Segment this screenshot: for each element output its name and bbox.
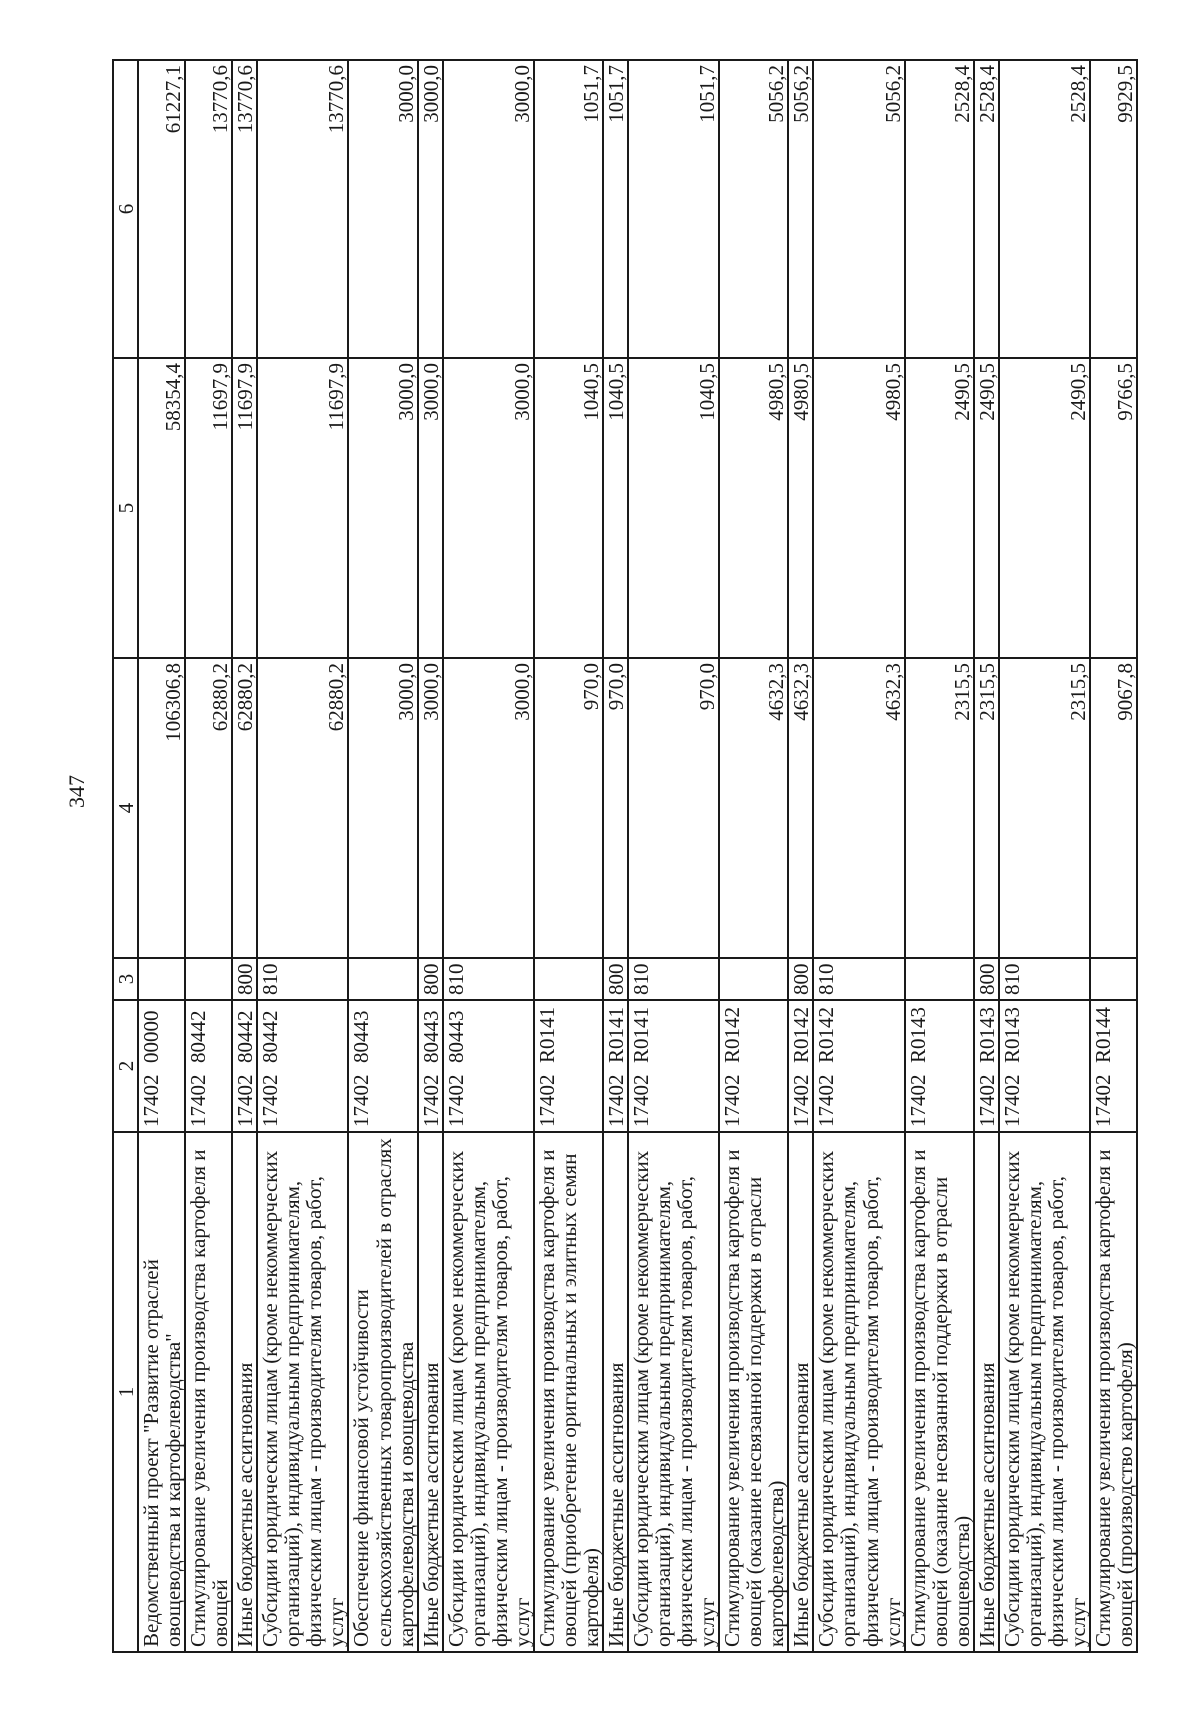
- row-value-col5: 2490,5: [999, 358, 1090, 658]
- row-expense-type: 800: [603, 958, 628, 1000]
- row-value-col6: 3000,0: [443, 60, 534, 358]
- row-expense-type: 810: [999, 958, 1090, 1000]
- row-value-col4: 62880,2: [232, 658, 257, 958]
- header-col-4: 4: [113, 658, 138, 958]
- row-target-article-part2: 80443: [349, 1010, 374, 1063]
- row-target-article-part1: 17402: [974, 1074, 999, 1127]
- row-target-article-part1: 17402: [905, 1074, 930, 1127]
- row-expense-type: [905, 958, 974, 1000]
- row-value-col4: 4632,3: [719, 658, 788, 958]
- row-target-article: [185, 1000, 232, 1132]
- row-value-col5: 4980,5: [813, 358, 904, 658]
- table-row: [813, 60, 904, 1652]
- row-expense-type: [138, 958, 185, 1000]
- row-value-col5: 2490,5: [974, 358, 999, 658]
- row-target-article-part1: 17402: [720, 1074, 745, 1127]
- header-col-1: 1: [113, 1132, 138, 1652]
- row-expense-type: 810: [628, 958, 719, 1000]
- row-value-col4: 3000,0: [348, 658, 417, 958]
- row-name: Стимулирование увеличения производства картофеля и овощей (производство картофеля): [1090, 1132, 1137, 1652]
- row-target-article-part1: 17402: [258, 1074, 283, 1127]
- row-name: Субсидии юридическим лицам (кроме некоммерческих организаций), индивидуальным предпринимателям, физическим лицам - производителям товаров, работ, услуг: [443, 1132, 534, 1652]
- row-target-article-part1: 17402: [789, 1074, 814, 1127]
- row-expense-type: 810: [443, 958, 534, 1000]
- row-target-article-part2: 00000: [139, 1010, 164, 1063]
- row-value-col5: 11697,9: [257, 358, 348, 658]
- row-name: Субсидии юридическим лицам (кроме некоммерческих организаций), индивидуальным предпринимателям, физическим лицам - производителям товаров, работ, услуг: [628, 1132, 719, 1652]
- row-name: Ведомственный проект "Развитие отраслей овощеводства и картофелеводства": [138, 1132, 185, 1652]
- row-target-article: [905, 1000, 974, 1132]
- row-target-article: [418, 1000, 443, 1132]
- row-target-article: [788, 1000, 813, 1132]
- row-target-article: [719, 1000, 788, 1132]
- row-value-col4: 4632,3: [813, 658, 904, 958]
- row-target-article-part2: R0141: [534, 1006, 559, 1063]
- header-col-5: 5: [113, 358, 138, 658]
- row-expense-type: [185, 958, 232, 1000]
- row-value-col6: 2528,4: [999, 60, 1090, 358]
- table-row: [974, 60, 999, 1652]
- row-target-article: [348, 1000, 417, 1132]
- row-target-article-part1: 17402: [418, 1074, 443, 1127]
- header-col-3: 3: [113, 958, 138, 1000]
- row-target-article-part1: 17402: [534, 1074, 559, 1127]
- table-body: [138, 60, 1137, 1652]
- row-value-col5: 3000,0: [348, 358, 417, 658]
- row-target-article-part2: R0142: [814, 1006, 839, 1063]
- table-row: [719, 60, 788, 1652]
- row-value-col5: 9766,5: [1090, 358, 1137, 658]
- row-value-col4: 970,0: [628, 658, 719, 958]
- row-value-col5: 3000,0: [443, 358, 534, 658]
- row-value-col4: 9067,8: [1090, 658, 1137, 958]
- row-value-col4: 3000,0: [418, 658, 443, 958]
- row-target-article-part2: R0143: [999, 1006, 1024, 1063]
- row-name: Иные бюджетные ассигнования: [418, 1132, 443, 1652]
- row-target-article-part2: R0141: [603, 1006, 628, 1063]
- row-name: Иные бюджетные ассигнования: [788, 1132, 813, 1652]
- row-value-col6: 2528,4: [905, 60, 974, 358]
- table-row: [138, 60, 185, 1652]
- page-number: 347: [64, 775, 89, 808]
- row-value-col4: 3000,0: [443, 658, 534, 958]
- row-value-col6: 1051,7: [534, 60, 603, 358]
- row-target-article-part1: 17402: [999, 1074, 1024, 1127]
- rotated-table-area: [112, 61, 1138, 1653]
- row-value-col6: 5056,2: [813, 60, 904, 358]
- table-row: [905, 60, 974, 1652]
- row-name: Иные бюджетные ассигнования: [974, 1132, 999, 1652]
- row-name: Стимулирование увеличения производства картофеля и овощей (оказание несвязанной поддержки в отрасли овощеводства): [905, 1132, 974, 1652]
- row-value-col4: 2315,5: [905, 658, 974, 958]
- row-target-article-part2: R0142: [789, 1006, 814, 1063]
- row-value-col5: 3000,0: [418, 358, 443, 658]
- row-name: Обеспечение финансовой устойчивости сельскохозяйственных товаропроизводителей в отраслях картофелеводства и овощеводства: [348, 1132, 417, 1652]
- table-row: [185, 60, 232, 1652]
- row-expense-type: [348, 958, 417, 1000]
- row-target-article-part1: 17402: [629, 1074, 654, 1127]
- row-value-col5: 11697,9: [185, 358, 232, 658]
- row-expense-type: 810: [257, 958, 348, 1000]
- row-target-article: [813, 1000, 904, 1132]
- row-target-article: [999, 1000, 1090, 1132]
- row-target-article: [138, 1000, 185, 1132]
- row-target-article: [232, 1000, 257, 1132]
- row-value-col6: 5056,2: [788, 60, 813, 358]
- row-target-article: [603, 1000, 628, 1132]
- budget-table: [112, 59, 1138, 1653]
- header-row: [113, 60, 138, 1652]
- row-value-col5: 1040,5: [628, 358, 719, 658]
- header-col-6: 6: [113, 60, 138, 358]
- table-row: [534, 60, 603, 1652]
- row-target-article: [257, 1000, 348, 1132]
- row-target-article: [443, 1000, 534, 1132]
- row-value-col5: 2490,5: [905, 358, 974, 658]
- row-value-col5: 58354,4: [138, 358, 185, 658]
- row-value-col4: 2315,5: [999, 658, 1090, 958]
- row-value-col6: 1051,7: [603, 60, 628, 358]
- row-name: Субсидии юридическим лицам (кроме некоммерческих организаций), индивидуальным предпринимателям, физическим лицам - производителям товаров, работ, услуг: [813, 1132, 904, 1652]
- table-row: [1090, 60, 1137, 1652]
- row-expense-type: 800: [232, 958, 257, 1000]
- table-row: [443, 60, 534, 1652]
- row-name: Стимулирование увеличения производства картофеля и овощей: [185, 1132, 232, 1652]
- table-row: [628, 60, 719, 1652]
- row-value-col5: 4980,5: [788, 358, 813, 658]
- row-target-article-part2: 80443: [443, 1010, 468, 1063]
- table-row: [603, 60, 628, 1652]
- row-name: Стимулирование увеличения производства картофеля и овощей (приобретение оригинальных и элитных семян картофеля): [534, 1132, 603, 1652]
- row-target-article-part1: 17402: [1090, 1074, 1115, 1127]
- row-target-article-part2: R0143: [974, 1006, 999, 1063]
- row-target-article-part2: R0143: [905, 1006, 930, 1063]
- row-value-col6: 61227,1: [138, 60, 185, 358]
- row-target-article-part2: 80442: [233, 1010, 258, 1063]
- row-value-col6: 1051,7: [628, 60, 719, 358]
- table-row: [788, 60, 813, 1652]
- row-value-col6: 3000,0: [418, 60, 443, 358]
- row-target-article-part1: 17402: [603, 1074, 628, 1127]
- row-expense-type: [719, 958, 788, 1000]
- row-target-article-part1: 17402: [233, 1074, 258, 1127]
- row-target-article: [628, 1000, 719, 1132]
- row-value-col6: 5056,2: [719, 60, 788, 358]
- row-name: Субсидии юридическим лицам (кроме некоммерческих организаций), индивидуальным предпринимателям, физическим лицам - производителям товаров, работ, услуг: [999, 1132, 1090, 1652]
- row-name: Иные бюджетные ассигнования: [603, 1132, 628, 1652]
- row-name: Субсидии юридическим лицам (кроме некоммерческих организаций), индивидуальным предпринимателям, физическим лицам - производителям товаров, работ, услуг: [257, 1132, 348, 1652]
- row-expense-type: 810: [813, 958, 904, 1000]
- row-expense-type: 800: [418, 958, 443, 1000]
- row-value-col5: 11697,9: [232, 358, 257, 658]
- row-value-col4: 970,0: [603, 658, 628, 958]
- row-value-col6: 13770,6: [185, 60, 232, 358]
- row-name: Иные бюджетные ассигнования: [232, 1132, 257, 1652]
- row-value-col6: 13770,6: [232, 60, 257, 358]
- row-name: Стимулирование увеличения производства картофеля и овощей (оказание несвязанной поддержки в отрасли картофелеводства): [719, 1132, 788, 1652]
- row-target-article-part2: R0144: [1090, 1006, 1115, 1063]
- row-target-article-part2: 80442: [186, 1010, 211, 1063]
- row-value-col4: 106306,8: [138, 658, 185, 958]
- table-row: [348, 60, 417, 1652]
- row-target-article-part1: 17402: [349, 1074, 374, 1127]
- row-value-col4: 2315,5: [974, 658, 999, 958]
- row-expense-type: 800: [974, 958, 999, 1000]
- row-target-article: [974, 1000, 999, 1132]
- row-target-article-part1: 17402: [443, 1074, 468, 1127]
- row-value-col4: 62880,2: [185, 658, 232, 958]
- header-col-2: 2: [113, 1000, 138, 1132]
- row-value-col4: 62880,2: [257, 658, 348, 958]
- row-value-col5: 1040,5: [603, 358, 628, 658]
- table-row: [418, 60, 443, 1652]
- row-expense-type: [534, 958, 603, 1000]
- row-target-article-part1: 17402: [139, 1074, 164, 1127]
- row-target-article-part2: 80443: [418, 1010, 443, 1063]
- row-value-col6: 9929,5: [1090, 60, 1137, 358]
- row-expense-type: 800: [788, 958, 813, 1000]
- row-expense-type: [1090, 958, 1137, 1000]
- row-value-col5: 4980,5: [719, 358, 788, 658]
- row-value-col4: 4632,3: [788, 658, 813, 958]
- row-value-col6: 13770,6: [257, 60, 348, 358]
- row-value-col6: 3000,0: [348, 60, 417, 358]
- row-target-article-part2: 80442: [258, 1010, 283, 1063]
- table-row: [232, 60, 257, 1652]
- row-target-article-part2: R0142: [720, 1006, 745, 1063]
- row-target-article-part1: 17402: [186, 1074, 211, 1127]
- row-value-col6: 2528,4: [974, 60, 999, 358]
- row-target-article: [1090, 1000, 1137, 1132]
- row-target-article-part1: 17402: [814, 1074, 839, 1127]
- table-row: [257, 60, 348, 1652]
- row-target-article: [534, 1000, 603, 1132]
- row-value-col5: 1040,5: [534, 358, 603, 658]
- table-row: [999, 60, 1090, 1652]
- row-target-article-part2: R0141: [629, 1006, 654, 1063]
- row-value-col4: 970,0: [534, 658, 603, 958]
